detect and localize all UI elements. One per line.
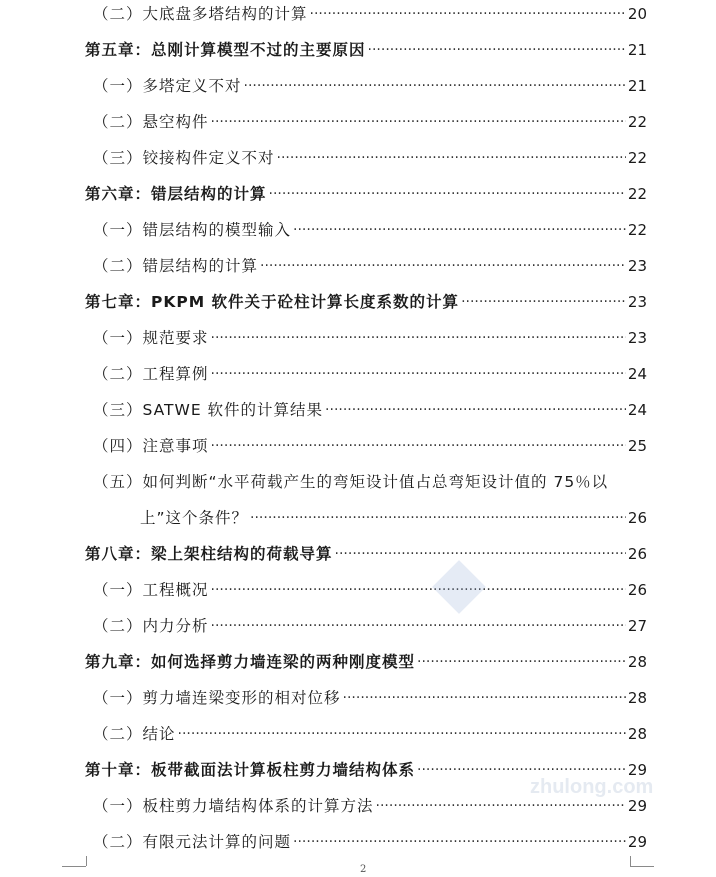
toc-leader-dots bbox=[178, 723, 626, 745]
toc-chapter-entry[interactable] bbox=[85, 39, 647, 61]
toc-section-entry[interactable] bbox=[93, 831, 647, 853]
toc-page-number: 24 bbox=[627, 401, 647, 419]
toc-chapter-entry[interactable] bbox=[85, 291, 647, 313]
toc-section-entry[interactable] bbox=[93, 327, 647, 349]
toc-section-entry[interactable] bbox=[93, 399, 647, 421]
toc-page-number: 23 bbox=[627, 329, 647, 347]
toc-entry-title: （一）多塔定义不对 bbox=[93, 77, 242, 95]
toc-page-number: 22 bbox=[627, 113, 647, 131]
toc-leader-dots bbox=[461, 291, 626, 313]
toc-section-entry[interactable] bbox=[93, 255, 647, 277]
toc-page-number: 23 bbox=[627, 293, 647, 311]
toc-entry-title: 第七章：PKPM 软件关于砼柱计算长度系数的计算 bbox=[85, 293, 460, 311]
toc-section-entry[interactable] bbox=[93, 687, 647, 709]
toc-leader-dots bbox=[325, 399, 626, 421]
toc-leader-dots bbox=[417, 651, 626, 673]
toc-entry-title: （二）大底盘多塔结构的计算 bbox=[93, 5, 308, 23]
toc-page-number: 21 bbox=[627, 41, 647, 59]
margin-mark-left bbox=[62, 866, 86, 877]
toc-leader-dots bbox=[269, 183, 626, 205]
toc-section-entry[interactable] bbox=[93, 219, 647, 241]
toc-entry-title: （二）错层结构的计算 bbox=[93, 257, 259, 275]
toc-section-entry[interactable] bbox=[140, 507, 647, 529]
toc-leader-dots bbox=[343, 687, 626, 709]
toc-leader-dots bbox=[293, 831, 626, 853]
toc-entry-title: 上”这个条件？ bbox=[140, 509, 249, 527]
toc-entry-title: 第六章：错层结构的计算 bbox=[85, 185, 267, 203]
toc-leader-dots bbox=[211, 111, 626, 133]
toc-leader-dots bbox=[211, 327, 626, 349]
toc-leader-dots bbox=[260, 255, 626, 277]
toc-leader-dots bbox=[293, 219, 626, 241]
toc-page-number: 22 bbox=[627, 221, 647, 239]
toc-page-number: 24 bbox=[627, 365, 647, 383]
toc-entry-title: （一）剪力墙连梁变形的相对位移 bbox=[93, 689, 341, 707]
margin-mark-right-vertical bbox=[630, 856, 631, 866]
toc-section-entry[interactable] bbox=[93, 111, 647, 133]
toc-leader-dots bbox=[244, 75, 626, 97]
toc-section-entry[interactable] bbox=[93, 75, 647, 97]
toc-section-entry[interactable] bbox=[93, 147, 647, 169]
toc-chapter-entry[interactable] bbox=[85, 543, 647, 565]
toc-entry-title: （二）有限元法计算的问题 bbox=[93, 833, 292, 851]
toc-entry-title: （一）工程概况 bbox=[93, 581, 209, 599]
toc-leader-dots bbox=[211, 363, 626, 385]
toc-page-number: 29 bbox=[627, 833, 647, 851]
toc-leader-dots bbox=[211, 615, 626, 637]
toc-section-entry[interactable] bbox=[93, 579, 647, 601]
toc-entry-title: （三）SATWE 软件的计算结果 bbox=[93, 401, 324, 419]
toc-page-number: 22 bbox=[627, 149, 647, 167]
toc-entry-title: （五）如何判断“水平荷载产生的弯矩设计值占总弯矩设计值的 75％以 bbox=[93, 473, 609, 491]
margin-mark-right bbox=[630, 866, 654, 877]
toc-section-entry[interactable] bbox=[93, 723, 647, 745]
toc-section-entry[interactable] bbox=[93, 3, 647, 25]
toc-entry-title: 第八章：梁上架柱结构的荷载导算 bbox=[85, 545, 333, 563]
toc-page-number: 28 bbox=[627, 653, 647, 671]
toc-entry-title: （二）结论 bbox=[93, 725, 176, 743]
toc-section-entry[interactable] bbox=[93, 471, 647, 493]
toc-entry-title: 第九章：如何选择剪力墙连梁的两种刚度模型 bbox=[85, 653, 416, 671]
toc-entry-title: （一）规范要求 bbox=[93, 329, 209, 347]
watermark: zhulong.com bbox=[530, 776, 654, 798]
toc-chapter-entry[interactable] bbox=[85, 183, 647, 205]
toc-page-number: 20 bbox=[627, 5, 647, 23]
toc-section-entry[interactable] bbox=[93, 363, 647, 385]
toc-leader-dots bbox=[335, 543, 626, 565]
toc-page-number: 29 bbox=[627, 797, 647, 815]
watermark-logo-icon bbox=[432, 560, 486, 614]
toc-entry-title: （二）工程算例 bbox=[93, 365, 209, 383]
toc-page-number: 27 bbox=[627, 617, 647, 635]
toc-entry-title: （一）错层结构的模型输入 bbox=[93, 221, 292, 239]
page-number: 2 bbox=[360, 864, 367, 875]
toc-chapter-entry[interactable] bbox=[85, 651, 647, 673]
toc-entry-title: 第十章：板带截面法计算板柱剪力墙结构体系 bbox=[85, 761, 416, 779]
toc-entry-title: （四）注意事项 bbox=[93, 437, 209, 455]
toc-leader-dots bbox=[211, 579, 626, 601]
toc-page-number: 23 bbox=[627, 257, 647, 275]
toc-entry-title: （三）铰接构件定义不对 bbox=[93, 149, 275, 167]
toc-entry-title: （二）悬空构件 bbox=[93, 113, 209, 131]
margin-mark-left-vertical bbox=[86, 856, 87, 866]
toc-page-number: 21 bbox=[627, 77, 647, 95]
toc-leader-dots bbox=[277, 147, 626, 169]
toc-entry-title: （二）内力分析 bbox=[93, 617, 209, 635]
toc-page-number: 29 bbox=[627, 761, 647, 779]
toc-section-entry[interactable] bbox=[93, 615, 647, 637]
toc-entry-title: 第五章：总刚计算模型不过的主要原因 bbox=[85, 41, 366, 59]
toc-page-number: 26 bbox=[627, 545, 647, 563]
toc-page-number: 25 bbox=[627, 437, 647, 455]
toc-entry-title: （一）板柱剪力墙结构体系的计算方法 bbox=[93, 797, 374, 815]
toc-page-number: 28 bbox=[627, 725, 647, 743]
toc-leader-dots bbox=[368, 39, 626, 61]
toc-leader-dots bbox=[211, 435, 626, 457]
toc-page-number: 26 bbox=[627, 581, 647, 599]
toc-leader-dots bbox=[310, 3, 626, 25]
toc-leader-dots bbox=[250, 507, 626, 529]
toc-page-number: 22 bbox=[627, 185, 647, 203]
toc-page-number: 26 bbox=[627, 509, 647, 527]
toc-section-entry[interactable] bbox=[93, 435, 647, 457]
toc-page-number: 28 bbox=[627, 689, 647, 707]
